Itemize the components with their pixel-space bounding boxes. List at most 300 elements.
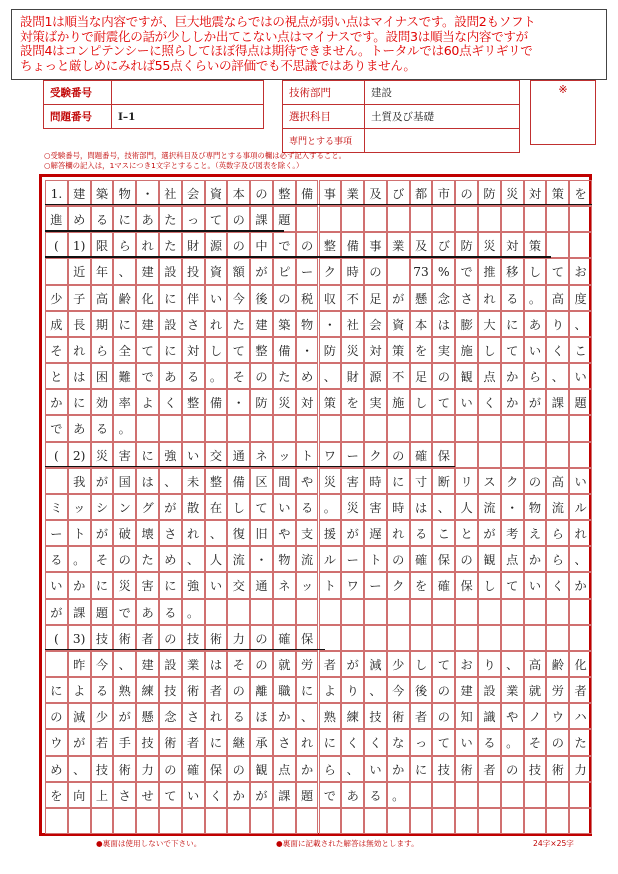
- grid-cell[interactable]: 高: [524, 651, 547, 677]
- grid-cell[interactable]: ら: [524, 363, 547, 389]
- grid-cell[interactable]: の: [45, 703, 68, 729]
- grid-cell[interactable]: 者: [410, 703, 433, 729]
- grid-cell[interactable]: く: [546, 572, 569, 598]
- grid-cell[interactable]: 財: [182, 232, 205, 258]
- grid-cell[interactable]: 対: [524, 180, 547, 206]
- grid-cell[interactable]: い: [182, 442, 205, 468]
- grid-cell[interactable]: 通: [227, 442, 250, 468]
- grid-cell[interactable]: 援: [319, 520, 342, 546]
- grid-cell[interactable]: し: [478, 337, 501, 363]
- grid-cell[interactable]: 社: [341, 311, 364, 337]
- grid-cell[interactable]: が: [250, 782, 273, 808]
- grid-cell[interactable]: そ: [227, 363, 250, 389]
- grid-cell[interactable]: い: [45, 572, 68, 598]
- grid-cell[interactable]: の: [387, 442, 410, 468]
- grid-cell[interactable]: 時: [364, 468, 387, 494]
- grid-cell[interactable]: 建: [136, 311, 159, 337]
- grid-cell[interactable]: [455, 625, 478, 651]
- grid-cell[interactable]: 化: [136, 285, 159, 311]
- grid-cell[interactable]: 懸: [410, 285, 433, 311]
- grid-cell[interactable]: 長: [68, 311, 91, 337]
- grid-cell[interactable]: [569, 782, 592, 808]
- grid-cell[interactable]: お: [455, 651, 478, 677]
- grid-cell[interactable]: 術: [455, 756, 478, 782]
- grid-cell[interactable]: 術: [546, 756, 569, 782]
- grid-cell[interactable]: て: [205, 206, 228, 232]
- grid-cell[interactable]: [410, 206, 433, 232]
- grid-cell[interactable]: ト: [296, 442, 319, 468]
- grid-cell[interactable]: 向: [68, 782, 91, 808]
- grid-cell[interactable]: 。: [387, 782, 410, 808]
- grid-cell[interactable]: い: [455, 389, 478, 415]
- grid-cell[interactable]: 時: [341, 258, 364, 284]
- grid-cell[interactable]: 技: [182, 625, 205, 651]
- specialty-value[interactable]: [365, 129, 520, 153]
- grid-cell[interactable]: 力: [569, 756, 592, 782]
- grid-cell[interactable]: ウ: [546, 703, 569, 729]
- grid-cell[interactable]: 術: [113, 756, 136, 782]
- grid-cell[interactable]: [159, 808, 182, 834]
- grid-cell[interactable]: [250, 599, 273, 625]
- grid-cell[interactable]: 、: [546, 363, 569, 389]
- grid-cell[interactable]: 流: [546, 494, 569, 520]
- grid-cell[interactable]: 物: [524, 494, 547, 520]
- grid-cell[interactable]: 破: [113, 520, 136, 546]
- grid-cell[interactable]: そ: [227, 651, 250, 677]
- grid-cell[interactable]: [501, 442, 524, 468]
- grid-cell[interactable]: 本: [410, 311, 433, 337]
- grid-cell[interactable]: 限: [91, 232, 114, 258]
- grid-cell[interactable]: [319, 415, 342, 441]
- grid-cell[interactable]: ハ: [569, 703, 592, 729]
- grid-cell[interactable]: が: [113, 703, 136, 729]
- grid-cell[interactable]: さ: [182, 311, 205, 337]
- grid-cell[interactable]: [387, 206, 410, 232]
- grid-cell[interactable]: [478, 625, 501, 651]
- grid-cell[interactable]: 時: [387, 494, 410, 520]
- grid-cell[interactable]: [546, 625, 569, 651]
- grid-cell[interactable]: か: [569, 572, 592, 598]
- grid-cell[interactable]: 投: [182, 258, 205, 284]
- grid-cell[interactable]: 築: [91, 180, 114, 206]
- grid-cell[interactable]: 源: [205, 232, 228, 258]
- grid-cell[interactable]: 術: [159, 729, 182, 755]
- grid-cell[interactable]: 業: [501, 677, 524, 703]
- grid-cell[interactable]: ・: [136, 180, 159, 206]
- grid-cell[interactable]: ク: [364, 442, 387, 468]
- grid-cell[interactable]: [569, 206, 592, 232]
- grid-cell[interactable]: 。: [68, 546, 91, 572]
- grid-cell[interactable]: [455, 782, 478, 808]
- grid-cell[interactable]: り: [478, 651, 501, 677]
- grid-cell[interactable]: 建: [250, 311, 273, 337]
- grid-cell[interactable]: 伴: [182, 285, 205, 311]
- grid-cell[interactable]: い: [182, 782, 205, 808]
- grid-cell[interactable]: 術: [113, 625, 136, 651]
- grid-cell[interactable]: や: [273, 520, 296, 546]
- grid-cell[interactable]: [546, 206, 569, 232]
- grid-cell[interactable]: 技: [524, 756, 547, 782]
- grid-cell[interactable]: て: [250, 494, 273, 520]
- grid-cell[interactable]: 技: [159, 677, 182, 703]
- grid-cell[interactable]: [546, 782, 569, 808]
- grid-cell[interactable]: 策: [546, 180, 569, 206]
- grid-cell[interactable]: 会: [182, 180, 205, 206]
- grid-cell[interactable]: 我: [68, 468, 91, 494]
- grid-cell[interactable]: 課: [250, 206, 273, 232]
- grid-cell[interactable]: 題: [296, 782, 319, 808]
- grid-cell[interactable]: こ: [569, 337, 592, 363]
- grid-cell[interactable]: ン: [113, 494, 136, 520]
- grid-cell[interactable]: る: [45, 546, 68, 572]
- grid-cell[interactable]: [273, 415, 296, 441]
- grid-cell[interactable]: あ: [159, 363, 182, 389]
- grid-cell[interactable]: [546, 442, 569, 468]
- grid-cell[interactable]: [250, 415, 273, 441]
- grid-cell[interactable]: ト: [68, 520, 91, 546]
- grid-cell[interactable]: 進: [45, 206, 68, 232]
- grid-cell[interactable]: 就: [273, 651, 296, 677]
- grid-cell[interactable]: 通: [250, 572, 273, 598]
- grid-cell[interactable]: 離: [250, 677, 273, 703]
- grid-cell[interactable]: そ: [524, 729, 547, 755]
- grid-cell[interactable]: く: [546, 337, 569, 363]
- grid-cell[interactable]: か: [524, 546, 547, 572]
- grid-cell[interactable]: [524, 599, 547, 625]
- grid-cell[interactable]: 業: [387, 232, 410, 258]
- grid-cell[interactable]: 就: [524, 677, 547, 703]
- grid-cell[interactable]: が: [341, 651, 364, 677]
- grid-cell[interactable]: れ: [478, 285, 501, 311]
- grid-cell[interactable]: の: [387, 546, 410, 572]
- grid-cell[interactable]: せ: [136, 782, 159, 808]
- grid-cell[interactable]: が: [91, 468, 114, 494]
- grid-cell[interactable]: た: [569, 729, 592, 755]
- grid-cell[interactable]: 災: [341, 337, 364, 363]
- grid-cell[interactable]: た: [159, 206, 182, 232]
- grid-cell[interactable]: 熟: [113, 677, 136, 703]
- grid-cell[interactable]: が: [341, 520, 364, 546]
- grid-cell[interactable]: 、: [68, 756, 91, 782]
- grid-cell[interactable]: 不: [387, 363, 410, 389]
- grid-cell[interactable]: [364, 206, 387, 232]
- grid-cell[interactable]: を: [341, 389, 364, 415]
- grid-cell[interactable]: 点: [478, 363, 501, 389]
- grid-cell[interactable]: [455, 442, 478, 468]
- grid-cell[interactable]: や: [501, 703, 524, 729]
- grid-cell[interactable]: た: [136, 546, 159, 572]
- grid-cell[interactable]: [227, 415, 250, 441]
- grid-cell[interactable]: [136, 415, 159, 441]
- grid-cell[interactable]: 税: [296, 285, 319, 311]
- grid-cell[interactable]: [319, 625, 342, 651]
- grid-cell[interactable]: 保: [455, 572, 478, 598]
- grid-cell[interactable]: リ: [455, 468, 478, 494]
- grid-cell[interactable]: に: [410, 756, 433, 782]
- grid-cell[interactable]: 効: [91, 389, 114, 415]
- grid-cell[interactable]: 対: [364, 337, 387, 363]
- grid-cell[interactable]: [478, 808, 501, 834]
- grid-cell[interactable]: 足: [410, 363, 433, 389]
- grid-cell[interactable]: [227, 599, 250, 625]
- grid-cell[interactable]: 及: [364, 180, 387, 206]
- grid-cell[interactable]: 今: [91, 651, 114, 677]
- grid-cell[interactable]: ー: [341, 546, 364, 572]
- grid-cell[interactable]: に: [91, 572, 114, 598]
- grid-cell[interactable]: で: [45, 415, 68, 441]
- grid-cell[interactable]: 少: [91, 703, 114, 729]
- grid-cell[interactable]: 人: [455, 494, 478, 520]
- grid-cell[interactable]: [478, 415, 501, 441]
- grid-cell[interactable]: 念: [432, 285, 455, 311]
- grid-cell[interactable]: あ: [136, 599, 159, 625]
- grid-cell[interactable]: く: [364, 729, 387, 755]
- grid-cell[interactable]: [341, 415, 364, 441]
- grid-cell[interactable]: [478, 599, 501, 625]
- grid-cell[interactable]: て: [501, 337, 524, 363]
- grid-cell[interactable]: [410, 808, 433, 834]
- grid-cell[interactable]: 保: [432, 442, 455, 468]
- grid-cell[interactable]: (: [45, 232, 68, 258]
- grid-cell[interactable]: た: [159, 232, 182, 258]
- grid-cell[interactable]: 後: [410, 677, 433, 703]
- grid-cell[interactable]: の: [159, 756, 182, 782]
- grid-cell[interactable]: か: [296, 756, 319, 782]
- grid-cell[interactable]: 術: [387, 703, 410, 729]
- grid-cell[interactable]: 考: [501, 520, 524, 546]
- grid-cell[interactable]: 題: [91, 599, 114, 625]
- grid-cell[interactable]: [136, 808, 159, 834]
- grid-cell[interactable]: 在: [205, 494, 228, 520]
- grid-cell[interactable]: 建: [136, 651, 159, 677]
- grid-cell[interactable]: [478, 442, 501, 468]
- grid-cell[interactable]: 課: [68, 599, 91, 625]
- grid-cell[interactable]: り: [546, 311, 569, 337]
- grid-cell[interactable]: 、: [205, 520, 228, 546]
- grid-cell[interactable]: [319, 599, 342, 625]
- grid-cell[interactable]: 化: [569, 651, 592, 677]
- grid-cell[interactable]: い: [455, 729, 478, 755]
- grid-cell[interactable]: ら: [546, 546, 569, 572]
- grid-cell[interactable]: 練: [136, 677, 159, 703]
- grid-cell[interactable]: 。: [113, 415, 136, 441]
- grid-cell[interactable]: の: [432, 363, 455, 389]
- grid-cell[interactable]: [569, 232, 592, 258]
- grid-cell[interactable]: 災: [91, 442, 114, 468]
- grid-cell[interactable]: 区: [250, 468, 273, 494]
- grid-cell[interactable]: 施: [455, 337, 478, 363]
- grid-cell[interactable]: の: [455, 546, 478, 572]
- grid-cell[interactable]: し: [524, 258, 547, 284]
- grid-cell[interactable]: [341, 625, 364, 651]
- grid-cell[interactable]: で: [455, 258, 478, 284]
- grid-cell[interactable]: 年: [91, 258, 114, 284]
- grid-cell[interactable]: 観: [250, 756, 273, 782]
- grid-cell[interactable]: 対: [501, 232, 524, 258]
- grid-cell[interactable]: が: [387, 285, 410, 311]
- grid-cell[interactable]: に: [113, 311, 136, 337]
- grid-cell[interactable]: 齢: [546, 651, 569, 677]
- grid-cell[interactable]: 移: [501, 258, 524, 284]
- grid-cell[interactable]: [546, 232, 569, 258]
- grid-cell[interactable]: [91, 808, 114, 834]
- grid-cell[interactable]: 支: [296, 520, 319, 546]
- grid-cell[interactable]: 整: [319, 232, 342, 258]
- grid-cell[interactable]: 、: [364, 677, 387, 703]
- grid-cell[interactable]: 、: [569, 546, 592, 572]
- grid-cell[interactable]: 策: [387, 337, 410, 363]
- grid-cell[interactable]: [341, 599, 364, 625]
- grid-cell[interactable]: る: [501, 285, 524, 311]
- grid-cell[interactable]: に: [45, 677, 68, 703]
- grid-cell[interactable]: 備: [341, 232, 364, 258]
- grid-cell[interactable]: さ: [113, 782, 136, 808]
- grid-cell[interactable]: の: [113, 546, 136, 572]
- grid-cell[interactable]: 減: [68, 703, 91, 729]
- grid-cell[interactable]: か: [501, 389, 524, 415]
- grid-cell[interactable]: る: [410, 520, 433, 546]
- grid-cell[interactable]: 上: [91, 782, 114, 808]
- grid-cell[interactable]: 設: [159, 651, 182, 677]
- grid-cell[interactable]: [387, 625, 410, 651]
- grid-cell[interactable]: [68, 808, 91, 834]
- grid-cell[interactable]: り: [341, 677, 364, 703]
- grid-cell[interactable]: 災: [341, 494, 364, 520]
- grid-cell[interactable]: 後: [250, 285, 273, 311]
- grid-cell[interactable]: 技: [91, 756, 114, 782]
- grid-cell[interactable]: [319, 206, 342, 232]
- grid-cell[interactable]: ほ: [250, 703, 273, 729]
- grid-cell[interactable]: 散: [182, 494, 205, 520]
- grid-cell[interactable]: の: [501, 756, 524, 782]
- grid-cell[interactable]: ネ: [250, 442, 273, 468]
- grid-cell[interactable]: 会: [364, 311, 387, 337]
- grid-cell[interactable]: 技: [91, 625, 114, 651]
- grid-cell[interactable]: ミ: [45, 494, 68, 520]
- grid-cell[interactable]: 者: [136, 625, 159, 651]
- grid-cell[interactable]: の: [227, 232, 250, 258]
- grid-cell[interactable]: る: [159, 599, 182, 625]
- grid-cell[interactable]: ワ: [319, 442, 342, 468]
- grid-cell[interactable]: 備: [205, 389, 228, 415]
- grid-cell[interactable]: 、: [182, 546, 205, 572]
- grid-cell[interactable]: 、: [432, 494, 455, 520]
- grid-cell[interactable]: 物: [113, 180, 136, 206]
- grid-cell[interactable]: ー: [45, 520, 68, 546]
- grid-cell[interactable]: 流: [296, 546, 319, 572]
- grid-cell[interactable]: の: [159, 625, 182, 651]
- grid-cell[interactable]: 高: [546, 285, 569, 311]
- grid-cell[interactable]: 熟: [319, 703, 342, 729]
- grid-cell[interactable]: [205, 599, 228, 625]
- grid-cell[interactable]: 防: [478, 180, 501, 206]
- grid-cell[interactable]: [455, 415, 478, 441]
- grid-cell[interactable]: [501, 206, 524, 232]
- grid-cell[interactable]: る: [296, 494, 319, 520]
- grid-cell[interactable]: ル: [319, 546, 342, 572]
- grid-cell[interactable]: 今: [387, 677, 410, 703]
- grid-cell[interactable]: 害: [136, 572, 159, 598]
- grid-cell[interactable]: て: [227, 337, 250, 363]
- grid-cell[interactable]: さ: [455, 285, 478, 311]
- grid-cell[interactable]: [432, 415, 455, 441]
- grid-cell[interactable]: る: [182, 363, 205, 389]
- grid-cell[interactable]: が: [45, 599, 68, 625]
- grid-cell[interactable]: の: [546, 729, 569, 755]
- grid-cell[interactable]: 設: [159, 258, 182, 284]
- grid-cell[interactable]: [501, 599, 524, 625]
- grid-cell[interactable]: 者: [569, 677, 592, 703]
- grid-cell[interactable]: [387, 258, 410, 284]
- grid-cell[interactable]: の: [273, 285, 296, 311]
- grid-cell[interactable]: [296, 206, 319, 232]
- grid-cell[interactable]: [159, 415, 182, 441]
- grid-cell[interactable]: [387, 415, 410, 441]
- grid-cell[interactable]: [432, 206, 455, 232]
- grid-cell[interactable]: 期: [91, 311, 114, 337]
- grid-cell[interactable]: あ: [524, 311, 547, 337]
- grid-cell[interactable]: ・: [227, 389, 250, 415]
- grid-cell[interactable]: に: [296, 677, 319, 703]
- grid-cell[interactable]: し: [227, 494, 250, 520]
- question-number-value[interactable]: I–1: [112, 105, 264, 129]
- grid-cell[interactable]: [432, 782, 455, 808]
- grid-cell[interactable]: 防: [319, 337, 342, 363]
- grid-cell[interactable]: お: [569, 258, 592, 284]
- grid-cell[interactable]: 確: [182, 756, 205, 782]
- grid-cell[interactable]: 設: [478, 677, 501, 703]
- grid-cell[interactable]: に: [159, 337, 182, 363]
- grid-cell[interactable]: ク: [387, 572, 410, 598]
- grid-cell[interactable]: 今: [227, 285, 250, 311]
- grid-cell[interactable]: る: [478, 729, 501, 755]
- grid-cell[interactable]: い: [205, 572, 228, 598]
- grid-cell[interactable]: の: [296, 232, 319, 258]
- grid-cell[interactable]: 。: [319, 494, 342, 520]
- grid-cell[interactable]: れ: [569, 520, 592, 546]
- grid-cell[interactable]: く: [341, 729, 364, 755]
- grid-cell[interactable]: し: [410, 651, 433, 677]
- grid-cell[interactable]: び: [432, 232, 455, 258]
- grid-cell[interactable]: る: [364, 782, 387, 808]
- grid-cell[interactable]: 防: [455, 232, 478, 258]
- grid-cell[interactable]: グ: [136, 494, 159, 520]
- grid-cell[interactable]: ッ: [296, 572, 319, 598]
- grid-cell[interactable]: び: [387, 180, 410, 206]
- grid-cell[interactable]: 点: [273, 756, 296, 782]
- grid-cell[interactable]: 課: [546, 389, 569, 415]
- grid-cell[interactable]: を: [45, 782, 68, 808]
- grid-cell[interactable]: で: [273, 232, 296, 258]
- grid-cell[interactable]: [455, 599, 478, 625]
- grid-cell[interactable]: [569, 415, 592, 441]
- grid-cell[interactable]: が: [68, 729, 91, 755]
- grid-cell[interactable]: 実: [364, 389, 387, 415]
- grid-cell[interactable]: 知: [455, 703, 478, 729]
- grid-cell[interactable]: 旧: [250, 520, 273, 546]
- grid-cell[interactable]: [364, 625, 387, 651]
- grid-cell[interactable]: [524, 206, 547, 232]
- grid-cell[interactable]: は: [205, 651, 228, 677]
- grid-cell[interactable]: め: [45, 756, 68, 782]
- grid-cell[interactable]: 、: [569, 311, 592, 337]
- grid-cell[interactable]: ッ: [273, 442, 296, 468]
- grid-cell[interactable]: 少: [45, 285, 68, 311]
- grid-cell[interactable]: あ: [68, 415, 91, 441]
- grid-cell[interactable]: [296, 415, 319, 441]
- grid-cell[interactable]: て: [432, 651, 455, 677]
- grid-cell[interactable]: の: [227, 677, 250, 703]
